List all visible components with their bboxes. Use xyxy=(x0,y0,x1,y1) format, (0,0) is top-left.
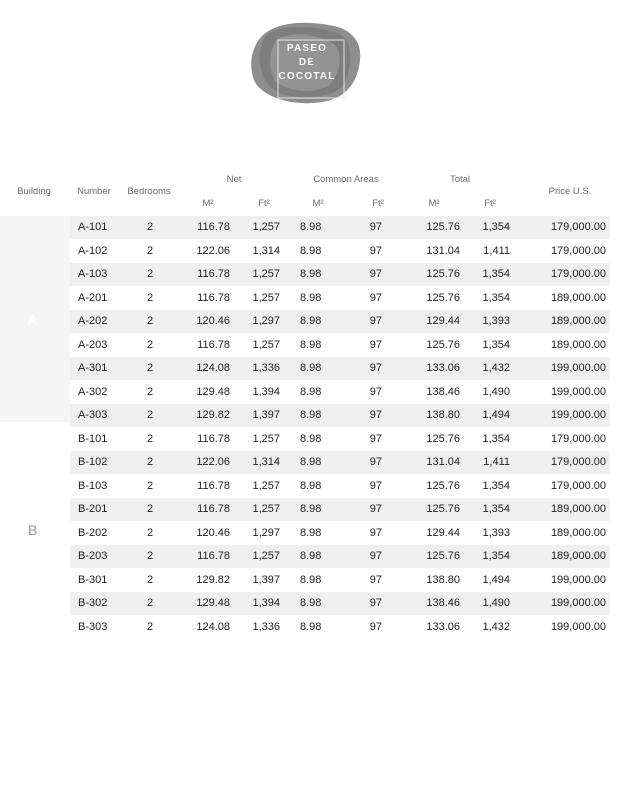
net-ft2-value: 1,297 xyxy=(252,526,280,539)
net-m2-value: 124.08 xyxy=(196,620,230,633)
logo-line-3: COCOTAL xyxy=(278,71,336,82)
header-ca-m2: M² xyxy=(312,198,324,209)
net-ft2-value: 1,257 xyxy=(252,268,280,280)
net-m2-value: 129.48 xyxy=(196,597,230,609)
total-m2-value: 129.44 xyxy=(426,526,460,539)
price-value: 179,000.00 xyxy=(550,479,606,492)
net-m2-value: 116.78 xyxy=(197,432,230,445)
total-m2-value: 125.76 xyxy=(426,268,460,280)
common-ft2-value: 97 xyxy=(369,573,382,586)
bedrooms-value: 2 xyxy=(146,221,154,233)
net-ft2-value: 1,314 xyxy=(252,244,280,257)
net-m2-value: 129.82 xyxy=(196,573,230,586)
bedrooms-value: 2 xyxy=(146,385,154,398)
total-ft2-value: 1,393 xyxy=(482,315,510,327)
unit-number: B-203 xyxy=(78,550,108,562)
total-ft2-value: 1,393 xyxy=(482,526,510,539)
price-value: 179,000.00 xyxy=(550,244,606,257)
unit-number: B-102 xyxy=(78,456,108,468)
net-m2-value: 116.78 xyxy=(197,503,230,515)
table-row xyxy=(70,381,610,404)
net-m2-value: 116.78 xyxy=(197,221,230,233)
logo-line-2: DE xyxy=(298,57,316,68)
net-m2-value: 116.78 xyxy=(197,291,230,304)
total-m2-value: 125.76 xyxy=(426,432,460,445)
bedrooms-value: 2 xyxy=(146,503,154,515)
common-ft2-value: 97 xyxy=(369,526,382,539)
common-m2-value: 8.98 xyxy=(300,409,322,421)
unit-number: A-201 xyxy=(78,291,108,304)
common-m2-value: 8.98 xyxy=(300,244,322,257)
header-number: Number xyxy=(77,186,111,197)
unit-number: B-302 xyxy=(78,597,108,609)
table-row xyxy=(70,428,610,451)
header-total-m2: M² xyxy=(428,198,440,209)
total-ft2-value: 1,494 xyxy=(482,573,510,586)
header-net: Net xyxy=(226,174,242,185)
price-value: 199,000.00 xyxy=(550,385,606,398)
price-value: 189,000.00 xyxy=(550,550,606,562)
net-m2-value: 116.78 xyxy=(197,268,230,280)
total-m2-value: 133.06 xyxy=(426,620,460,633)
unit-number: B-301 xyxy=(78,573,108,586)
net-m2-value: 120.46 xyxy=(196,315,230,327)
table-row xyxy=(70,522,610,545)
table-row xyxy=(70,592,610,615)
table-row xyxy=(70,287,610,310)
price-value: 179,000.00 xyxy=(550,432,606,445)
common-m2-value: 8.98 xyxy=(300,315,322,327)
total-m2-value: 125.76 xyxy=(426,338,460,351)
net-m2-value: 116.78 xyxy=(197,550,230,562)
bedrooms-value: 2 xyxy=(146,268,154,280)
header-total-ft2: Ft² xyxy=(484,198,496,209)
total-ft2-value: 1,490 xyxy=(482,385,510,398)
common-m2-value: 8.98 xyxy=(300,291,322,304)
bedrooms-value: 2 xyxy=(146,315,154,327)
bedrooms-value: 2 xyxy=(146,362,154,374)
bedrooms-value: 2 xyxy=(146,479,154,492)
net-m2-value: 116.78 xyxy=(197,338,230,351)
common-m2-value: 8.98 xyxy=(300,432,322,445)
table-row xyxy=(70,616,610,639)
total-ft2-value: 1,354 xyxy=(482,550,510,562)
price-value: 199,000.00 xyxy=(550,409,606,421)
table-row xyxy=(70,475,610,498)
price-value: 199,000.00 xyxy=(550,573,606,586)
net-ft2-value: 1,257 xyxy=(252,338,280,351)
table-row xyxy=(70,216,610,239)
total-m2-value: 133.06 xyxy=(426,362,460,374)
net-ft2-value: 1,394 xyxy=(252,597,280,609)
net-m2-value: 116.78 xyxy=(197,479,230,492)
common-m2-value: 8.98 xyxy=(300,456,322,468)
unit-number: B-303 xyxy=(78,620,108,633)
common-ft2-value: 97 xyxy=(369,315,382,327)
net-m2-value: 122.06 xyxy=(196,456,230,468)
total-m2-value: 138.80 xyxy=(426,573,460,586)
table-row xyxy=(70,310,610,333)
price-value: 189,000.00 xyxy=(550,315,606,327)
table-row xyxy=(70,357,610,380)
table-row xyxy=(70,545,610,568)
total-ft2-value: 1,354 xyxy=(482,268,510,280)
common-m2-value: 8.98 xyxy=(300,385,322,398)
net-m2-value: 129.48 xyxy=(196,385,230,398)
price-value: 189,000.00 xyxy=(550,291,606,304)
total-m2-value: 138.46 xyxy=(426,597,460,609)
total-m2-value: 138.80 xyxy=(426,409,460,421)
header-common-areas: Common Areas xyxy=(313,174,379,185)
unit-number: A-102 xyxy=(78,244,108,257)
common-m2-value: 8.98 xyxy=(300,362,322,374)
total-ft2-value: 1,354 xyxy=(482,291,510,304)
common-ft2-value: 97 xyxy=(369,479,382,492)
unit-number: A-301 xyxy=(78,362,108,374)
total-ft2-value: 1,432 xyxy=(482,362,510,374)
common-ft2-value: 97 xyxy=(369,291,382,304)
total-ft2-value: 1,411 xyxy=(483,456,510,468)
common-m2-value: 8.98 xyxy=(300,573,322,586)
total-m2-value: 125.76 xyxy=(426,291,460,304)
price-value: 189,000.00 xyxy=(550,503,606,515)
net-m2-value: 122.06 xyxy=(196,244,230,257)
bedrooms-value: 2 xyxy=(146,244,154,257)
bedrooms-value: 2 xyxy=(146,597,154,609)
common-ft2-value: 97 xyxy=(369,409,382,421)
total-m2-value: 125.76 xyxy=(426,221,460,233)
net-ft2-value: 1,257 xyxy=(252,291,280,304)
bedrooms-value: 2 xyxy=(146,456,154,468)
net-m2-value: 129.82 xyxy=(196,409,230,421)
common-m2-value: 8.98 xyxy=(300,338,322,351)
bedrooms-value: 2 xyxy=(146,338,154,351)
common-m2-value: 8.98 xyxy=(300,268,322,280)
building-b-label: B xyxy=(28,522,38,538)
net-ft2-value: 1,257 xyxy=(252,479,280,492)
net-ft2-value: 1,257 xyxy=(252,503,280,515)
logo xyxy=(248,18,366,106)
header-net-m2: M² xyxy=(202,198,214,209)
unit-number: B-202 xyxy=(78,526,108,539)
total-ft2-value: 1,490 xyxy=(482,597,510,609)
net-ft2-value: 1,336 xyxy=(252,620,280,633)
unit-number: A-103 xyxy=(78,268,108,280)
table-row xyxy=(70,404,610,427)
net-ft2-value: 1,394 xyxy=(252,385,280,398)
building-a-label: A xyxy=(28,312,38,328)
price-value: 179,000.00 xyxy=(550,268,606,280)
unit-number: B-101 xyxy=(78,432,108,445)
common-ft2-value: 97 xyxy=(369,456,382,468)
total-ft2-value: 1,411 xyxy=(483,244,510,257)
common-ft2-value: 97 xyxy=(369,221,382,233)
net-ft2-value: 1,257 xyxy=(252,432,280,445)
bedrooms-value: 2 xyxy=(146,432,154,445)
header-price: Price U.S. xyxy=(548,186,592,197)
header-building: Building xyxy=(17,186,51,197)
common-ft2-value: 97 xyxy=(369,620,382,633)
common-ft2-value: 97 xyxy=(369,268,382,280)
unit-number: A-202 xyxy=(78,315,108,327)
net-ft2-value: 1,257 xyxy=(252,550,280,562)
price-value: 189,000.00 xyxy=(550,526,606,539)
net-ft2-value: 1,257 xyxy=(252,221,280,233)
common-ft2-value: 97 xyxy=(369,385,382,398)
total-m2-value: 131.04 xyxy=(426,244,460,257)
common-m2-value: 8.98 xyxy=(300,221,322,233)
common-m2-value: 8.98 xyxy=(300,620,322,633)
bedrooms-value: 2 xyxy=(146,291,154,304)
table-row xyxy=(70,334,610,357)
bedrooms-value: 2 xyxy=(146,409,154,421)
net-m2-value: 120.46 xyxy=(196,526,230,539)
total-m2-value: 125.76 xyxy=(426,503,460,515)
price-value: 189,000.00 xyxy=(550,338,606,351)
table-row xyxy=(70,498,610,521)
total-ft2-value: 1,354 xyxy=(482,221,510,233)
unit-number: A-101 xyxy=(78,221,108,233)
table-row xyxy=(70,451,610,474)
table-row xyxy=(70,263,610,286)
header-total: Total xyxy=(449,174,471,185)
total-ft2-value: 1,432 xyxy=(482,620,510,633)
net-ft2-value: 1,314 xyxy=(252,456,280,468)
header-ca-ft2: Ft² xyxy=(372,198,384,209)
unit-number: B-201 xyxy=(78,503,108,515)
net-ft2-value: 1,397 xyxy=(252,573,280,586)
logo-line-1: PASEO xyxy=(286,43,328,54)
total-ft2-value: 1,354 xyxy=(482,479,510,492)
price-value: 199,000.00 xyxy=(550,597,606,609)
common-m2-value: 8.98 xyxy=(300,479,322,492)
total-ft2-value: 1,354 xyxy=(482,432,510,445)
net-m2-value: 124.08 xyxy=(196,362,230,374)
net-ft2-value: 1,297 xyxy=(252,315,280,327)
common-m2-value: 8.98 xyxy=(300,526,322,539)
common-ft2-value: 97 xyxy=(369,432,382,445)
common-ft2-value: 97 xyxy=(369,597,382,609)
bedrooms-value: 2 xyxy=(146,550,154,562)
header-bedrooms: Bedrooms xyxy=(127,186,171,197)
price-value: 179,000.00 xyxy=(550,221,606,233)
unit-number: A-303 xyxy=(78,409,108,421)
total-ft2-value: 1,494 xyxy=(482,409,510,421)
total-m2-value: 125.76 xyxy=(426,550,460,562)
common-m2-value: 8.98 xyxy=(300,597,322,609)
unit-number: A-203 xyxy=(78,338,108,351)
common-ft2-value: 97 xyxy=(369,244,382,257)
common-ft2-value: 97 xyxy=(369,550,382,562)
bedrooms-value: 2 xyxy=(146,620,154,633)
net-ft2-value: 1,397 xyxy=(252,409,280,421)
price-value: 199,000.00 xyxy=(550,362,606,374)
common-m2-value: 8.98 xyxy=(300,550,322,562)
unit-number: B-103 xyxy=(78,479,108,492)
price-value: 199,000.00 xyxy=(550,620,606,633)
header-net-ft2: Ft² xyxy=(258,198,270,209)
unit-number: A-302 xyxy=(78,385,108,398)
total-m2-value: 129.44 xyxy=(426,315,460,327)
total-ft2-value: 1,354 xyxy=(482,338,510,351)
total-m2-value: 138.46 xyxy=(426,385,460,398)
total-ft2-value: 1,354 xyxy=(482,503,510,515)
net-ft2-value: 1,336 xyxy=(252,362,280,374)
total-m2-value: 125.76 xyxy=(426,479,460,492)
table-row xyxy=(70,240,610,263)
price-value: 179,000.00 xyxy=(550,456,606,468)
table-row xyxy=(70,569,610,592)
common-ft2-value: 97 xyxy=(369,503,382,515)
bedrooms-value: 2 xyxy=(146,573,154,586)
bedrooms-value: 2 xyxy=(146,526,154,539)
common-ft2-value: 97 xyxy=(369,338,382,351)
common-m2-value: 8.98 xyxy=(300,503,322,515)
common-ft2-value: 97 xyxy=(369,362,382,374)
total-m2-value: 131.04 xyxy=(426,456,460,468)
